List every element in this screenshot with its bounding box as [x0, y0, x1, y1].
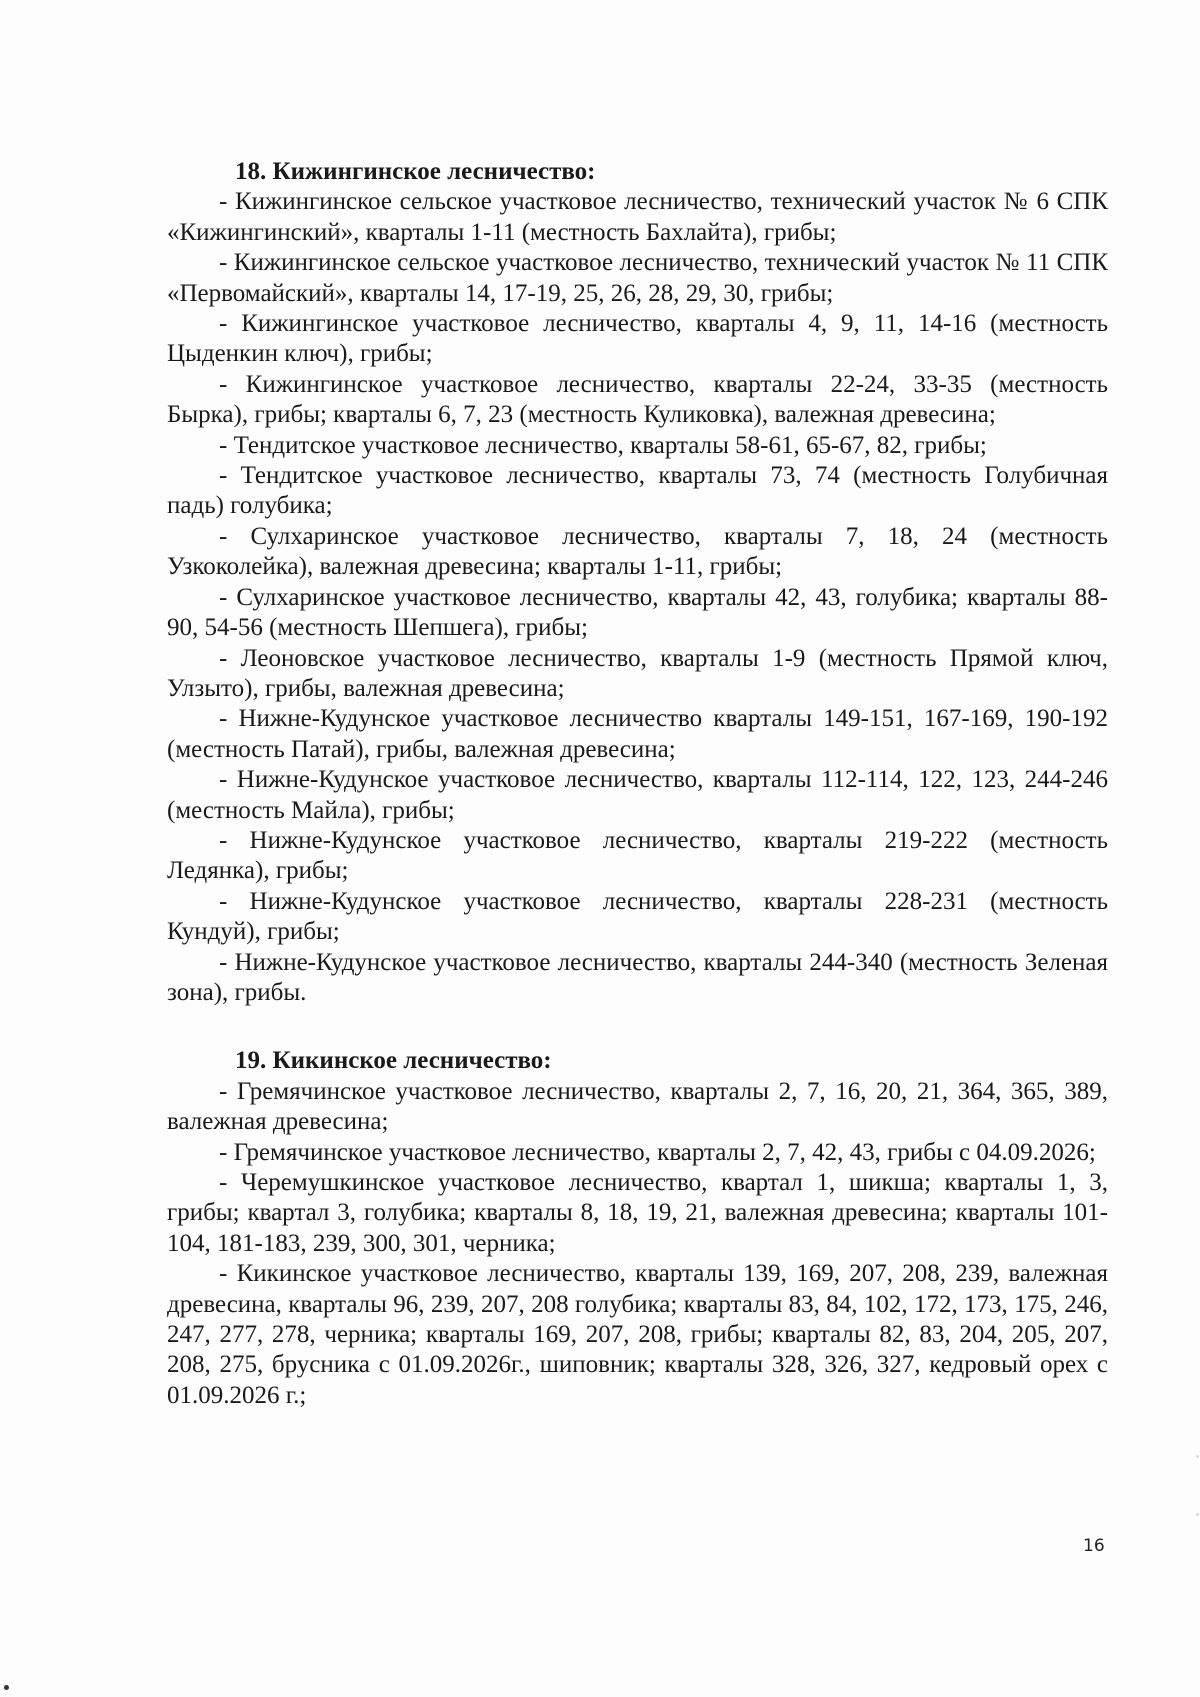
document-body — [167, 157, 1108, 1411]
list-item: - Тендитское участковое лесничество, кварталы 58-61, 65-67, 82, грибы; — [219, 431, 987, 459]
list-item: - Кижингинское участковое лесничество, кварталы 22-24, 33-35 (местность Бырка), грибы; кварталы 6, 7, 23 (местность Куликовка), валежная древесина; — [167, 370, 1108, 429]
list-item: - Леоновское участковое лесничество, кварталы 1-9 (местность Прямой ключ, Улзыто), грибы, валежная древесина; — [167, 644, 1108, 702]
scan-speck — [1196, 1513, 1199, 1516]
list-item: - Нижне-Кудунское участковое лесничество, кварталы 112-114, 122, 123, 244-246 (местность Майла), грибы; — [167, 766, 1108, 824]
page-number: 16 — [1083, 1536, 1105, 1556]
section-heading-kizhinginskoe: 18. Кижингинское лесничество: — [235, 158, 596, 185]
list-item: - Нижне-Кудунское участковое лесничество, кварталы 244-340 (местность Зеленая зона), грибы. — [167, 948, 1108, 1006]
list-item: - Сулхаринское участковое лесничество, кварталы 42, 43, голубика; кварталы 88-90, 54-56 (местность Шепшега), грибы; — [167, 583, 1108, 642]
list-item: - Кижингинское участковое лесничество, кварталы 4, 9, 11, 14-16 (местность Цыденкин ключ), грибы; — [167, 310, 1108, 368]
scan-speck — [1196, 1455, 1199, 1458]
list-item: - Тендитское участковое лесничество, кварталы 73, 74 (местность Голубичная падь) голубика; — [167, 462, 1108, 520]
list-item: - Нижне-Кудунское участковое лесничество кварталы 149-151, 167-169, 190-192 (местность Патай), грибы, валежная древесина; — [167, 705, 1108, 763]
list-item: - Кижингинское сельское участковое лесничество, технический участок № 11 СПК «Первомайский», кварталы 14, 17-19, 25, 26, 28, 29, 30, грибы; — [167, 249, 1108, 307]
list-item: - Черемушкинское участковое лесничество, квартал 1, шикша; кварталы 1, 3, грибы; квартал 3, голубика; кварталы 8, 18, 19, 21, валежная древесина; кварталы 101-104, 181-183, 239, 300, 301, черника; — [167, 1169, 1108, 1257]
section-heading-kikinskoe: 19. Кикинское лесничество: — [235, 1047, 552, 1075]
list-item: - Гремячинское участковое лесничество, кварталы 2, 7, 16, 20, 21, 364, 365, 389, валежная древесина; — [167, 1077, 1108, 1136]
list-item: - Кижингинское сельское участковое лесничество, технический участок № 6 СПК «Кижингинский», кварталы 1-11 (местность Бахлайта), грибы; — [167, 188, 1108, 246]
list-item: - Нижне-Кудунское участковое лесничество, кварталы 219-222 (местность Ледянка), грибы; — [167, 826, 1108, 885]
list-item: - Нижне-Кудунское участковое лесничество, кварталы 228-231 (местность Кундуй), грибы; — [167, 887, 1108, 946]
list-item: - Сулхаринское участковое лесничество, кварталы 7, 18, 24 (местность Узкоколейка), валежная древесина; кварталы 1-11, грибы; — [167, 522, 1108, 581]
scan-speck — [4, 1685, 9, 1690]
list-item: - Гремячинское участковое лесничество, кварталы 2, 7, 42, 43, грибы с 04.09.2026; — [219, 1138, 1096, 1166]
list-item: - Кикинское участковое лесничество, кварталы 139, 169, 207, 208, 239, валежная древесина, кварталы 96, 239, 207, 208 голубика; кварталы 83, 84, 102, 172, 173, 175, 246, 247, 277, 278, черника; кварталы 169, 207, 208, грибы; кварталы 82, 83, 204, 205, 207, 208, 275, брусника с 01.09.2026г., шиповник; кварталы 328, 326, 327, кедровый орех с 01.09.2026 г.; — [167, 1260, 1108, 1409]
